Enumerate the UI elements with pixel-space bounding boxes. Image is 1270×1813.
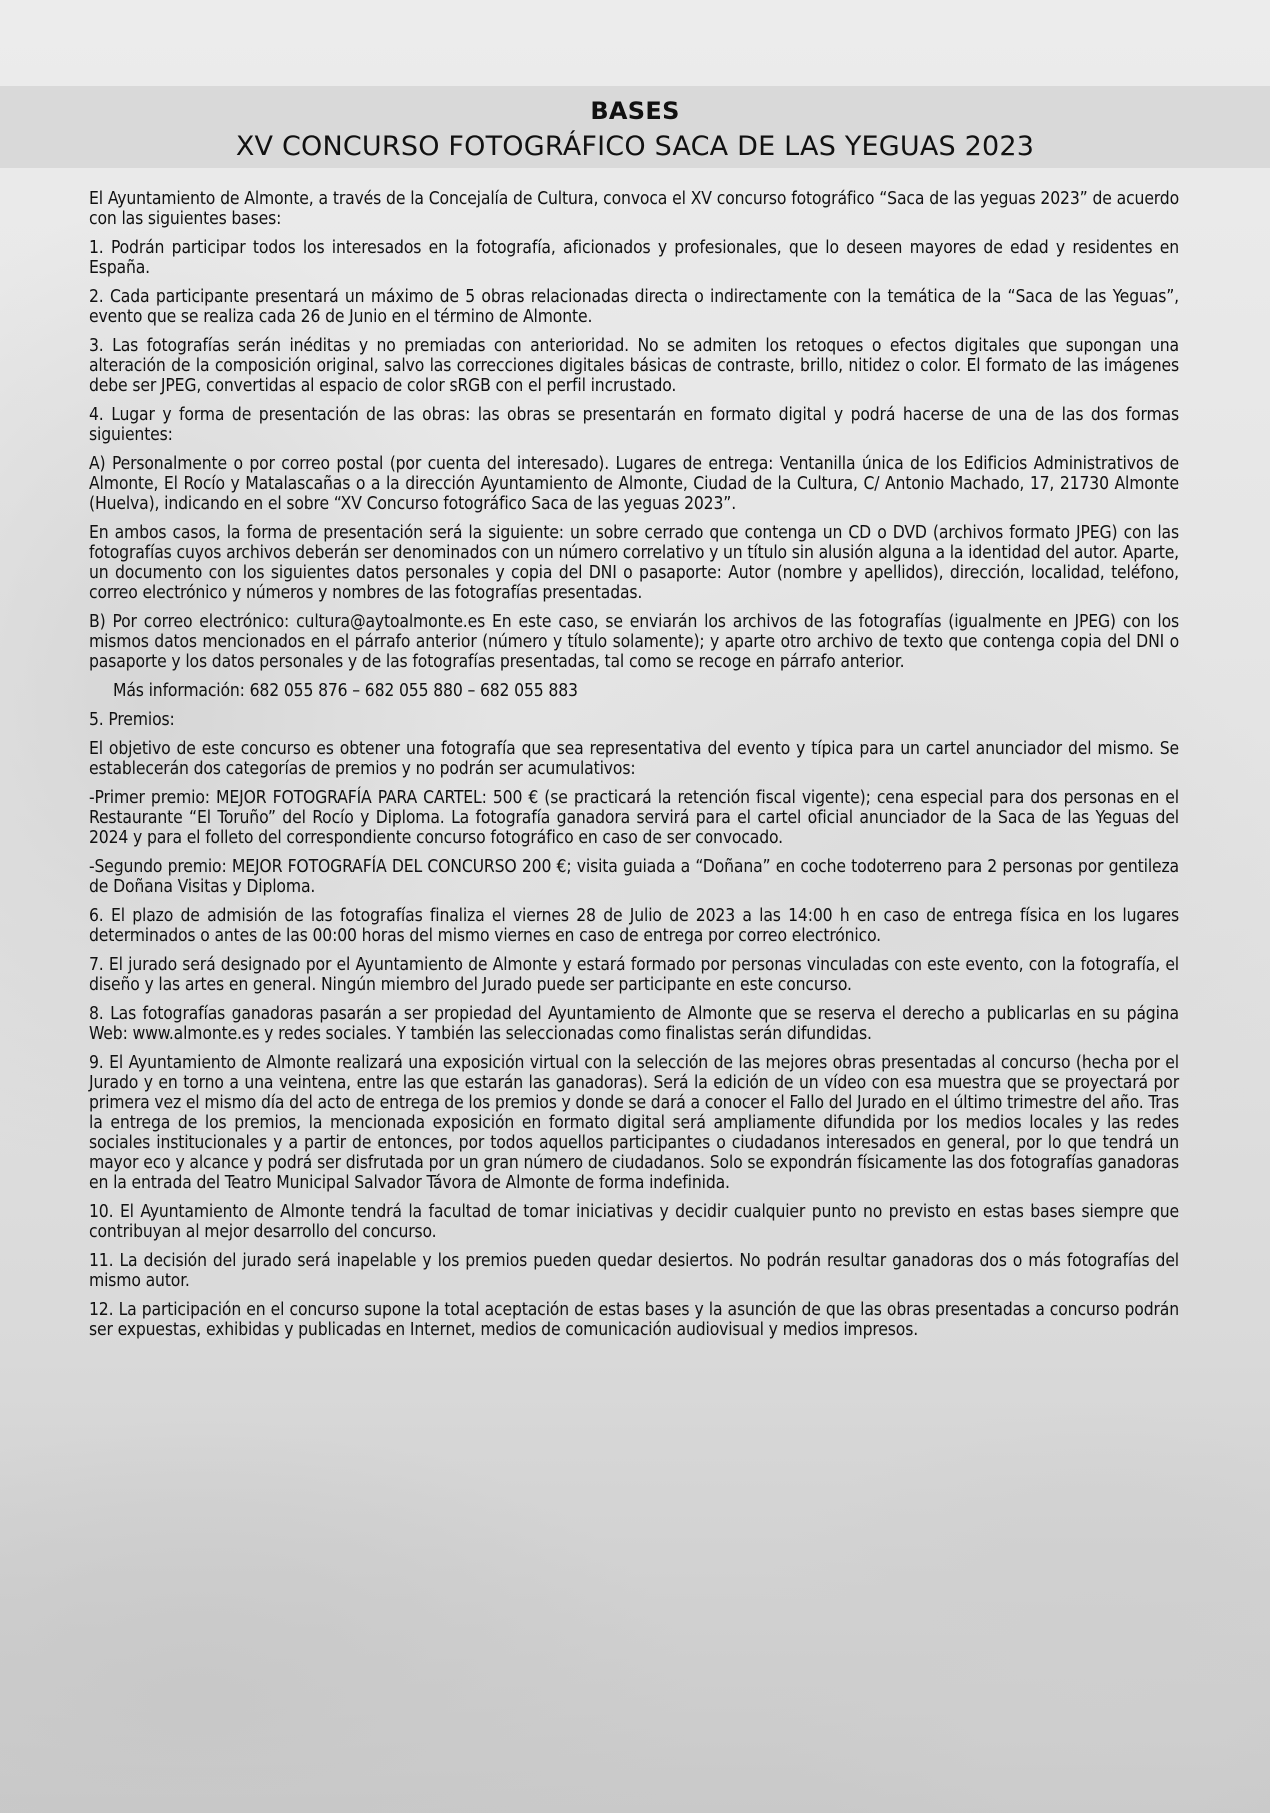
rule-3-paragraph: 3. Las fotografías serán inéditas y no premiadas con anterioridad. No se admiten los retoques o efectos digitales que supongan una alteración de la composición original, salvo las correcciones digitales básicas de contraste, brillo, nitidez o color. El formato de las imágenes debe ser JPEG, convertidas al espacio de color sRGB con el perfil incrustado. [89, 336, 1179, 396]
rule-10-paragraph: 10. El Ayuntamiento de Almonte tendrá la facultad de tomar iniciativas y decidir cualquier punto no previsto en estas bases siempre que contribuyan al mejor desarrollo del concurso. [89, 1202, 1179, 1242]
document-body [89, 189, 1179, 1349]
rule-2-paragraph: 2. Cada participante presentará un máximo de 5 obras relacionadas directa o indirectamente con la temática de la “Saca de las Yeguas”, evento que se realiza cada 26 de Junio en el término de Almonte. [89, 287, 1179, 327]
option-b-paragraph: B) Por correo electrónico: cultura@aytoalmonte.es En este caso, se enviarán los archivos de las fotografías (igualmente en JPEG) con los mismos datos mencionados en el párrafo anterior (número y título solamente); y aparte otro archivo de texto que contenga copia del DNI o pasaporte y los datos personales y de las fotografías presentadas, tal como se recoge en párrafo anterior. [89, 612, 1179, 672]
intro-paragraph: El Ayuntamiento de Almonte, a través de la Concejalía de Cultura, convoca el XV concurso fotográfico “Saca de las yeguas 2023” de acuerdo con las siguientes bases: [89, 189, 1179, 229]
rule-5-heading: 5. Premios: [89, 710, 175, 730]
prizes-objective-paragraph: El objetivo de este concurso es obtener una fotografía que sea representativa del evento y típica para un cartel anunciador del mismo. Se establecerán dos categorías de premios y no podrán ser acumulativos: [89, 739, 1179, 779]
rule-1-paragraph: 1. Podrán participar todos los interesados en la fotografía, aficionados y profesionales, que lo deseen mayores de edad y residentes en España. [89, 238, 1179, 278]
second-prize-paragraph: -Segundo premio: MEJOR FOTOGRAFÍA DEL CONCURSO 200 €; visita guiada a “Doñana” en coche todoterreno para 2 personas por gentileza de Doñana Visitas y Diploma. [89, 857, 1179, 897]
option-a-paragraph: A) Personalmente o por correo postal (por cuenta del interesado). Lugares de entrega: Ventanilla única de los Edificios Administrativos de Almonte, El Rocío y Matalascañas o a la dirección Ayuntamiento de Almonte, Ciudad de la Cultura, C/ Antonio Machado, 17, 21730 Almonte (Huelva), indicando en el sobre “XV Concurso fotográfico Saca de las yeguas 2023”. [89, 454, 1179, 514]
rule-4-paragraph: 4. Lugar y forma de presentación de las obras: las obras se presentarán en formato digital y podrá hacerse de una de las dos formas siguientes: [89, 405, 1179, 445]
first-prize-paragraph: -Primer premio: MEJOR FOTOGRAFÍA PARA CARTEL: 500 € (se practicará la retención fiscal vigente); cena especial para dos personas en el Restaurante “El Toruño” del Rocío y Diploma. La fotografía ganadora servirá para el cartel oficial anunciador de la Saca de las Yeguas del 2024 y para el folleto del correspondiente concurso fotográfico en caso de ser convocado. [89, 788, 1179, 848]
rule-8-paragraph: 8. Las fotografías ganadoras pasarán a ser propiedad del Ayuntamiento de Almonte que se reserva el derecho a publicarlas en su página Web: www.almonte.es y redes sociales. Y también las seleccionadas como finalistas serán difundidas. [89, 1004, 1179, 1044]
rule-11-paragraph: 11. La decisión del jurado será inapelable y los premios pueden quedar desiertos. No podrán resultar ganadoras dos o más fotografías del mismo autor. [89, 1251, 1179, 1291]
rule-12-paragraph: 12. La participación en el concurso supone la total aceptación de estas bases y la asunción de que las obras presentadas a concurso podrán ser expuestas, exhibidas y publicadas en Internet, medios de comunicación audiovisual y medios impresos. [89, 1300, 1179, 1340]
page-title: BASES [590, 97, 680, 125]
rule-9-paragraph: 9. El Ayuntamiento de Almonte realizará una exposición virtual con la selección de las mejores obras presentadas al concurso (hecha por el Jurado y en torno a una veintena, entre las que estarán las ganadoras). Será la edición de un vídeo con esa muestra que se proyectará por primera vez el mismo día del acto de entrega de los premios y donde se dará a conocer el Fallo del Jurado en el último trimestre del año. Tras la entrega de los premios, la mencionada exposición en formato digital será ampliamente difundida por los medios locales y las redes sociales institucionales y a partir de entonces, por todos aquellos participantes o ciudadanos interesados en general, por lo que tendrá un mayor eco y alcance y podrá ser disfrutada por un gran número de ciudadanos. Solo se expondrán físicamente las dos fotografías ganadoras en la entrada del Teatro Municipal Salvador Távora de Almonte de forma indefinida. [89, 1053, 1179, 1193]
contact-info: Más información: 682 055 876 – 682 055 880 – 682 055 883 [113, 681, 578, 701]
rule-6-paragraph: 6. El plazo de admisión de las fotografías finaliza el viernes 28 de Julio de 2023 a las 14:00 h en caso de entrega física en los lugares determinados o antes de las 00:00 horas del mismo viernes en caso de entrega por correo electrónico. [89, 906, 1179, 946]
rule-7-paragraph: 7. El jurado será designado por el Ayuntamiento de Almonte y estará formado por personas vinculadas con este evento, con la fotografía, el diseño y las artes en general. Ningún miembro del Jurado puede ser participante en este concurso. [89, 955, 1179, 995]
presentation-paragraph: En ambos casos, la forma de presentación será la siguiente: un sobre cerrado que contenga un CD o DVD (archivos formato JPEG) con las fotografías cuyos archivos deberán ser denominados con un número correlativo y un título sin alusión alguna a la identidad del autor. Aparte, un documento con los siguientes datos personales y copia del DNI o pasaporte: Autor (nombre y apellidos), dirección, localidad, teléfono, correo electrónico y números y nombres de las fotografías presentadas. [89, 523, 1179, 603]
page-subtitle: XV CONCURSO FOTOGRÁFICO SACA DE LAS YEGUAS 2023 [235, 131, 1035, 162]
